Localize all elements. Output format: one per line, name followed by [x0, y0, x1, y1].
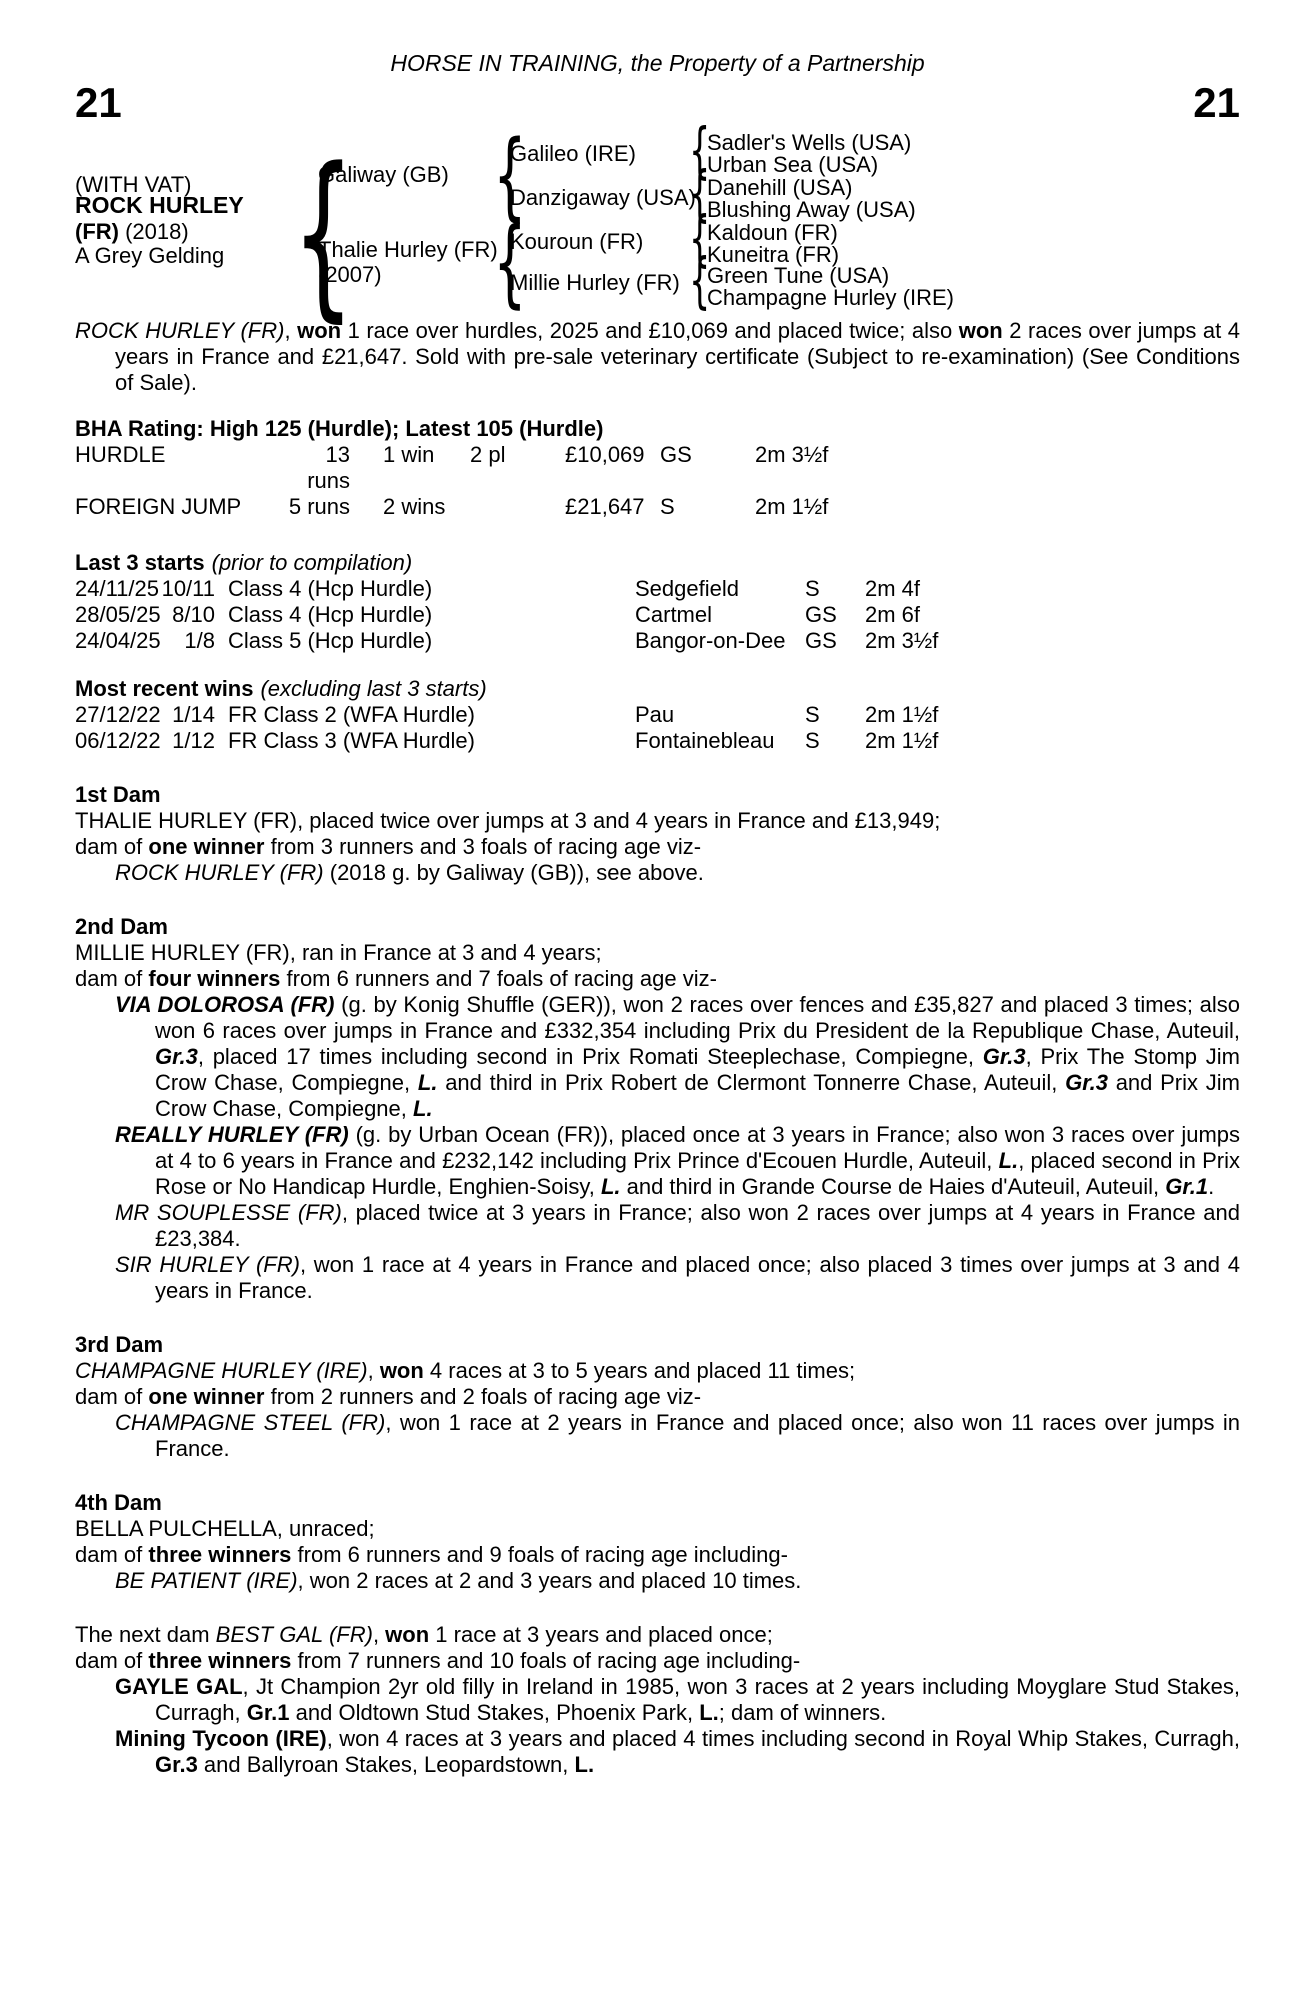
paragraph	[115, 1568, 1240, 1594]
dam-section	[75, 1332, 1240, 1462]
table-cell: 1/8	[184, 628, 215, 653]
paragraph	[115, 1726, 1240, 1778]
text-run: 1 race over hurdles, 2025 and £10,069 and placed twice; also	[341, 318, 959, 343]
last-starts-title: Last 3 starts	[75, 550, 205, 575]
table-cell: 10/11	[161, 576, 215, 601]
text-run: , won 2 races at 2 and 3 years and placed 10 times.	[297, 1568, 802, 1593]
text-run: , placed 17 times including second in Prix Romati Steeplechase, Compiegne,	[197, 1044, 983, 1069]
pedigree-sire-name: Galiway (GB)	[318, 162, 449, 187]
table-cell: HURDLE	[75, 442, 166, 467]
horse-name: ROCK HURLEY	[75, 192, 244, 218]
table-cell: FR Class 2 (WFA Hurdle)	[228, 702, 475, 727]
bha-table	[75, 442, 1240, 520]
table-cell: S	[805, 576, 820, 601]
table-cell: £10,069	[565, 442, 645, 467]
pedigree-ggp-3: Danehill (USA)	[707, 175, 853, 200]
recent-wins-heading	[75, 676, 1240, 702]
text-run: from 2 runners and 2 foals of racing age viz-	[264, 1384, 702, 1409]
text-run: BELLA PULCHELLA, unraced;	[75, 1516, 375, 1541]
pedigree-granddam-1: Danzigaway (USA)	[510, 185, 696, 210]
pedigree-diagram	[75, 126, 1240, 318]
table-cell: FOREIGN JUMP	[75, 494, 242, 519]
dam-heading: 1st Dam	[75, 782, 161, 807]
table-cell: Cartmel	[635, 602, 713, 627]
paragraph	[75, 1542, 1240, 1568]
bha-rating-block	[75, 416, 1240, 520]
dam-sections	[75, 782, 1240, 1778]
pedigree-ggp-4: Blushing Away (USA)	[707, 197, 916, 222]
table-cell: S	[660, 494, 675, 519]
pedigree-ggp-1: Sadler's Wells (USA)	[707, 130, 912, 155]
text-run: , won 1 race at 2 years in France and placed once; also won 11 races over jumps in France.	[155, 1410, 1240, 1461]
table-cell: 27/12/22	[75, 702, 161, 727]
table-cell: S	[805, 702, 820, 727]
table-cell: 1/12	[172, 728, 215, 753]
text-run: BEST GAL (FR)	[215, 1622, 373, 1647]
table-cell: FR Class 3 (WFA Hurdle)	[228, 728, 475, 753]
table-cell: Sedgefield	[635, 576, 739, 601]
page-content	[0, 50, 1315, 1778]
table-row	[75, 602, 1240, 628]
table-cell: 2m 1½f	[865, 728, 939, 753]
paragraph	[75, 1516, 1240, 1542]
paragraph	[75, 834, 1240, 860]
text-run: ,	[372, 1622, 386, 1647]
text-run: dam of	[75, 966, 149, 991]
text-run: and Oldtown Stud Stakes, Phoenix Park,	[289, 1700, 700, 1725]
page-title: HORSE IN TRAINING, the Property of a Partnership	[390, 50, 925, 76]
text-run: Gr.3	[155, 1752, 198, 1777]
paragraph	[115, 860, 1240, 886]
paragraph	[115, 1410, 1240, 1462]
text-run: from 6 runners and 9 foals of racing age including-	[291, 1542, 788, 1567]
text-run: MILLIE HURLEY (FR), ran in France at 3 and 4 years;	[75, 940, 602, 965]
text-run: Mining Tycoon (IRE)	[115, 1726, 327, 1751]
table-cell: Pau	[635, 702, 675, 727]
text-run: , placed second in Prix Rose or No Handicap Hurdle, Enghien-Soisy,	[155, 1148, 1240, 1199]
with-vat-label: (WITH VAT)	[75, 172, 192, 197]
text-run: .	[1208, 1174, 1215, 1199]
text-run: ,	[284, 318, 298, 343]
text-run: VIA DOLOROSA (FR)	[115, 992, 335, 1017]
table-cell: GS	[805, 602, 837, 627]
table-cell: Class 4 (Hcp Hurdle)	[228, 602, 433, 627]
dam-section	[75, 782, 1240, 886]
text-run: won	[297, 318, 342, 343]
last-starts-block	[75, 550, 1240, 654]
text-run: L.	[600, 1174, 621, 1199]
pedigree-dam-name: Thalie Hurley (FR)	[318, 237, 498, 262]
text-run: and third in Prix Robert de Clermont Tonnerre Chase, Auteuil,	[437, 1070, 1066, 1095]
text-run: one winner	[148, 1384, 265, 1409]
pedigree-ggp-8: Champagne Hurley (IRE)	[707, 285, 954, 310]
text-run: 1 race at 3 years and placed once;	[429, 1622, 773, 1647]
horse-suffix-year	[75, 219, 189, 245]
pedigree-ggp-5: Kaldoun (FR)	[707, 220, 838, 245]
text-run: L.	[574, 1752, 595, 1777]
text-run: won	[379, 1358, 424, 1383]
table-cell: 24/11/25	[75, 576, 160, 601]
text-run: from 6 runners and 7 foals of racing age viz-	[280, 966, 717, 991]
pedigree-ggp-6: Kuneitra (FR)	[707, 242, 840, 267]
last-starts-subtitle: (prior to compilation)	[211, 550, 413, 575]
paragraph	[115, 992, 1240, 1122]
text-run: ; dam of winners.	[718, 1700, 887, 1725]
table-cell: 5 runs	[288, 494, 350, 519]
text-run: L.	[699, 1700, 719, 1725]
table-cell: Fontainebleau	[635, 728, 775, 753]
text-run: Gr.3	[982, 1044, 1026, 1069]
pedigree-dam-year: (2007)	[318, 262, 382, 287]
recent-wins-table	[75, 702, 1240, 754]
paragraph	[75, 1384, 1240, 1410]
table-cell: 13 runs	[307, 442, 350, 493]
table-cell: 2m 3½f	[755, 442, 829, 467]
text-run: (g. by Urban Ocean (FR)), placed once at 3 years in France; also won 3 races over jumps at 4 to 6 years in France and £232,142 including Prix Prince d'Ecouen Hurdle, Auteuil,	[155, 1122, 1241, 1173]
paragraph	[75, 966, 1240, 992]
text-run: Gr.1	[246, 1700, 290, 1725]
dam-section	[75, 1622, 1240, 1778]
table-cell: 2 wins	[383, 494, 446, 519]
pedigree-ggp-7: Green Tune (USA)	[707, 263, 890, 288]
table-cell: GS	[805, 628, 837, 653]
text-run: and third in Grande Course de Haies d'Auteuil, Auteuil,	[620, 1174, 1166, 1199]
table-cell: 2m 1½f	[755, 494, 829, 519]
lot-number-left: 21	[75, 79, 122, 126]
recent-wins-title: Most recent wins	[75, 676, 254, 701]
text-run: and Prix Jim Crow Chase, Compiegne,	[155, 1070, 1240, 1121]
recent-wins-block	[75, 676, 1240, 754]
text-run: ROCK HURLEY (FR)	[115, 860, 324, 885]
race-record-summary	[75, 318, 1240, 396]
text-run: THALIE HURLEY (FR), placed twice over jumps at 3 and 4 years in France and £13,949;	[75, 808, 941, 833]
text-run: won	[958, 318, 1003, 343]
text-run: The next dam	[75, 1622, 216, 1647]
text-run: (2018 g. by Galiway (GB)), see above.	[323, 860, 704, 885]
last-starts-heading	[75, 550, 1240, 576]
table-cell: £21,647	[565, 494, 645, 519]
text-run: L.	[417, 1070, 438, 1095]
text-run: , won 1 race at 4 years in France and placed once; also placed 3 times over jumps at 3 and 4 years in France.	[155, 1252, 1240, 1303]
table-row	[75, 702, 1240, 728]
table-cell: 2m 4f	[865, 576, 921, 601]
paragraph	[115, 1252, 1240, 1304]
table-row	[75, 628, 1240, 654]
table-cell: 1/14	[172, 702, 215, 727]
text-run: one winner	[148, 834, 265, 859]
table-row	[75, 442, 1240, 494]
paragraph	[75, 1358, 1240, 1384]
text-run: Gr.3	[155, 1044, 198, 1069]
table-cell: 2m 6f	[865, 602, 921, 627]
text-run: BE PATIENT (IRE)	[115, 1568, 298, 1593]
text-run: three winners	[148, 1542, 292, 1567]
text-run: (g. by Konig Shuffle (GER)), won 2 races over fences and £35,827 and placed 3 times; also won 6 races over jumps in France and £332,354 including Prix du President de la Republique Chase, Auteuil,	[155, 992, 1241, 1043]
table-cell: S	[805, 728, 820, 753]
horse-description: A Grey Gelding	[75, 243, 225, 268]
text-run: CHAMPAGNE STEEL (FR)	[115, 1410, 386, 1435]
text-run: 4 races at 3 to 5 years and placed 11 times;	[423, 1358, 856, 1383]
text-run: dam of	[75, 1542, 149, 1567]
text-run: REALLY HURLEY (FR)	[115, 1122, 349, 1147]
dam-heading: 4th Dam	[75, 1490, 162, 1515]
dam-section	[75, 1490, 1240, 1594]
text-run: from 3 runners and 3 foals of racing age viz-	[264, 834, 702, 859]
paragraph	[115, 1122, 1240, 1200]
lot-number-right: 21	[1193, 79, 1240, 126]
text-run: from 7 runners and 10 foals of racing age including-	[291, 1648, 801, 1673]
table-cell: Class 4 (Hcp Hurdle)	[228, 576, 433, 601]
pedigree-grandsire-2: Kouroun (FR)	[510, 229, 644, 254]
table-cell: 28/05/25	[75, 602, 161, 627]
text-run: , Prix The Stomp Jim Crow Chase, Compiegne,	[155, 1044, 1240, 1095]
table-row	[75, 728, 1240, 754]
table-cell: 06/12/22	[75, 728, 161, 753]
text-run: won	[385, 1622, 430, 1647]
pedigree-grandsire-1: Galileo (IRE)	[510, 141, 636, 166]
table-row	[75, 494, 1240, 520]
pedigree-granddam-2: Millie Hurley (FR)	[510, 270, 680, 295]
text-run: L.	[998, 1148, 1019, 1173]
text-run: , placed twice at 3 years in France; also won 2 races over jumps at 4 years in France and £23,384.	[155, 1200, 1240, 1251]
text-run: , Jt Champion 2yr old filly in Ireland in 1985, won 3 races at 2 years including Moyglare Stud Stakes, Curragh,	[155, 1674, 1240, 1725]
table-cell	[470, 494, 565, 520]
horse-year: (2018)	[125, 219, 189, 244]
table-cell: 1 win	[383, 442, 435, 467]
table-cell: GS	[660, 442, 692, 467]
table-cell: Bangor-on-Dee	[635, 628, 786, 653]
horse-suffix: (FR)	[75, 219, 119, 244]
paragraph	[75, 1648, 1240, 1674]
text-run: dam of	[75, 1648, 149, 1673]
table-cell: 2m 1½f	[865, 702, 939, 727]
table-cell: 2m 3½f	[865, 628, 939, 653]
table-cell: 24/04/25	[75, 628, 161, 653]
last-starts-table	[75, 576, 1240, 654]
dam-section	[75, 914, 1240, 1304]
text-run: Gr.1	[1165, 1174, 1209, 1199]
paragraph	[75, 808, 1240, 834]
text-run: dam of	[75, 834, 149, 859]
table-row	[75, 576, 1240, 602]
paragraph	[75, 1622, 1240, 1648]
pedigree-ggp-2: Urban Sea (USA)	[707, 152, 879, 177]
paragraph	[115, 1200, 1240, 1252]
text-run: SIR HURLEY (FR)	[115, 1252, 300, 1277]
text-run: L.	[413, 1096, 433, 1121]
lot-number-row	[75, 79, 1240, 126]
text-run: , won 4 races at 3 years and placed 4 times including second in Royal Whip Stakes, Curragh,	[326, 1726, 1240, 1751]
text-run: MR SOUPLESSE (FR)	[115, 1200, 342, 1225]
table-cell: Class 5 (Hcp Hurdle)	[228, 628, 433, 653]
text-run: dam of	[75, 1384, 149, 1409]
table-cell: 8/10	[172, 602, 215, 627]
table-cell: 2 pl	[470, 442, 506, 467]
text-run: CHAMPAGNE HURLEY (IRE)	[75, 1358, 368, 1383]
paragraph	[75, 940, 1240, 966]
text-run: four winners	[148, 966, 281, 991]
bha-rating-heading: BHA Rating: High 125 (Hurdle); Latest 105 (Hurdle)	[75, 416, 604, 441]
paragraph	[115, 1674, 1240, 1726]
text-run: ,	[367, 1358, 380, 1383]
text-run: three winners	[148, 1648, 292, 1673]
dam-heading: 2nd Dam	[75, 914, 168, 939]
text-run: GAYLE GAL	[115, 1674, 243, 1699]
text-run: 2 races over jumps at 4 years in France and £21,647. Sold with pre-sale veterinary certificate (Subject to re-examination) (See Conditions of Sale).	[115, 318, 1240, 395]
recent-wins-subtitle: (excluding last 3 starts)	[260, 676, 487, 701]
text-run: ROCK HURLEY (FR)	[75, 318, 285, 343]
text-run: and Ballyroan Stakes, Leopardstown,	[197, 1752, 575, 1777]
text-run: Gr.3	[1065, 1070, 1108, 1095]
dam-heading: 3rd Dam	[75, 1332, 164, 1357]
